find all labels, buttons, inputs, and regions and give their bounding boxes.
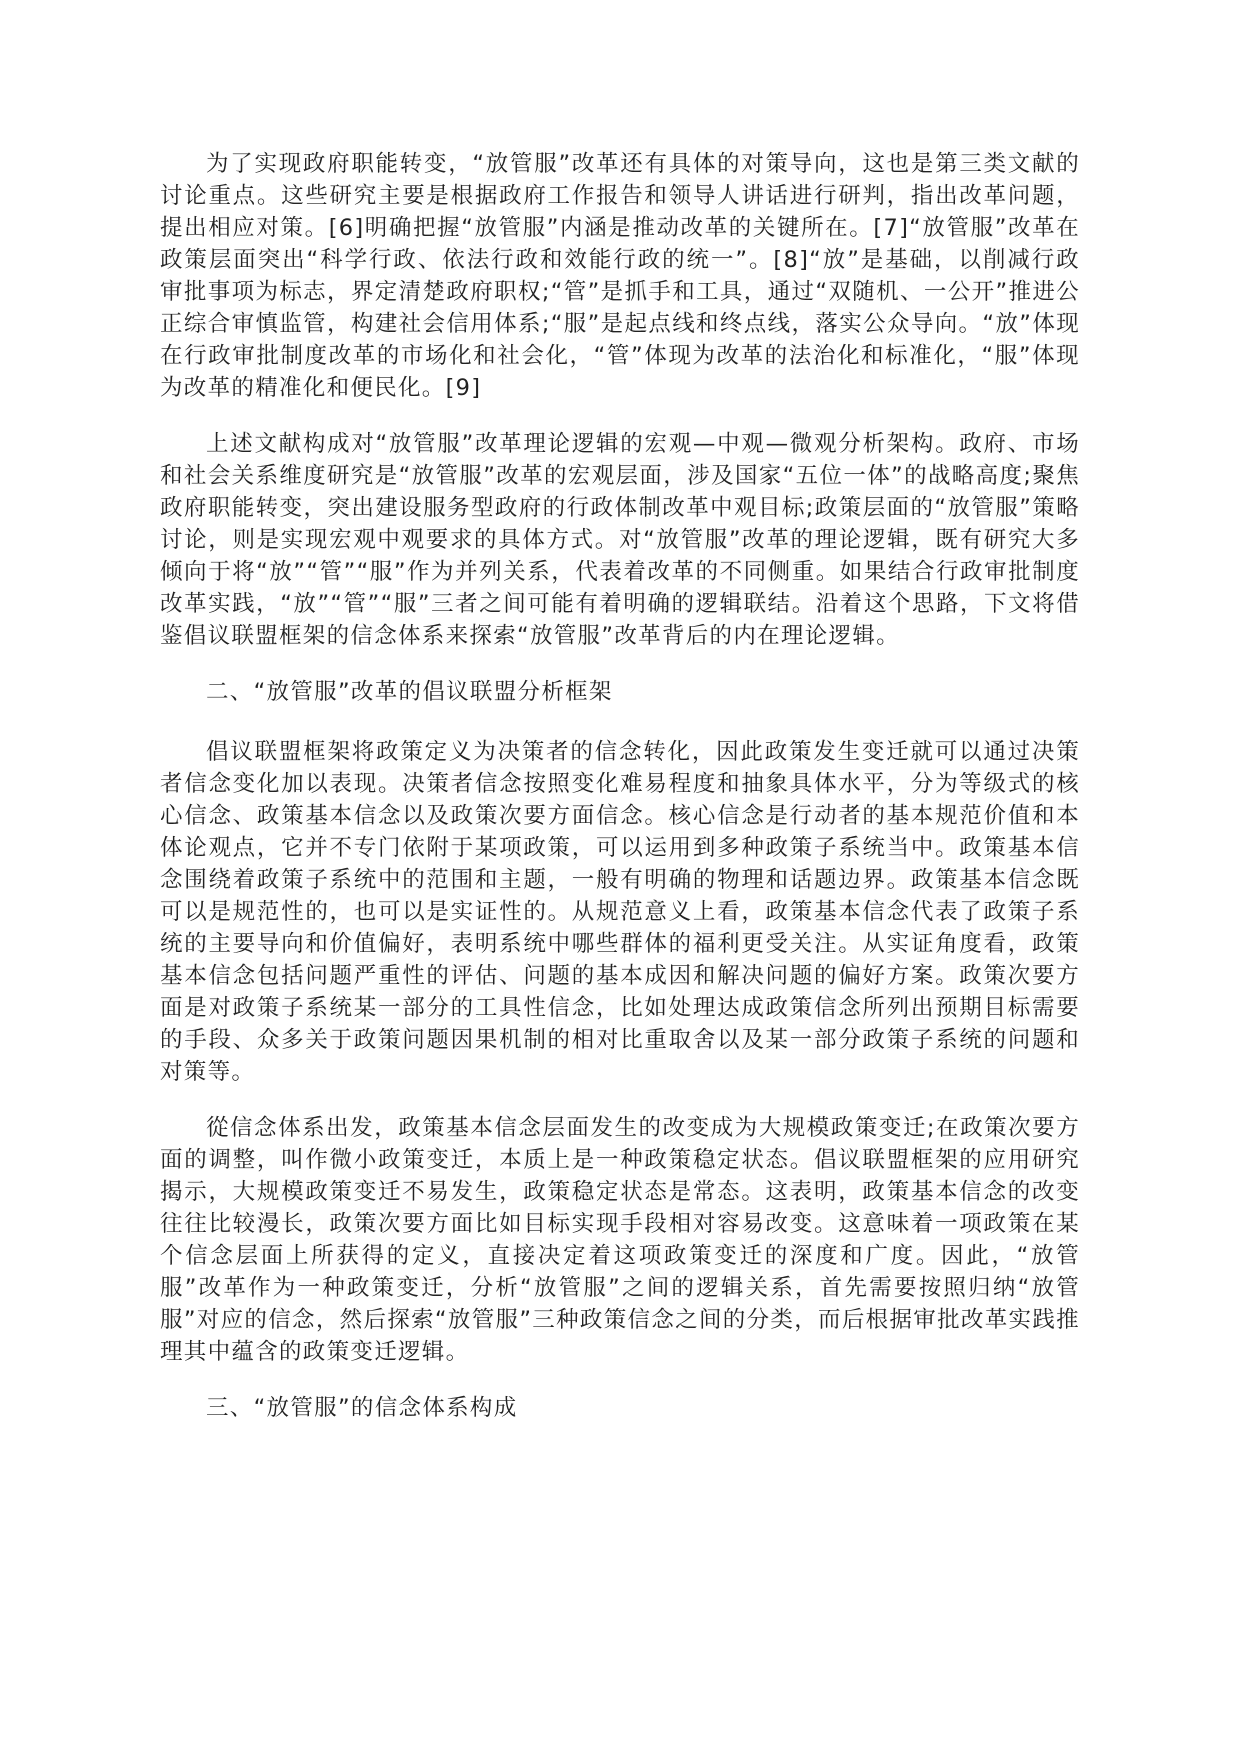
section-heading-3: 三、“放管服”的信念体系构成 bbox=[206, 1395, 518, 1421]
paragraph-policy-orientation: 为了实现政府职能转变，“放管服”改革还有具体的对策导向，这也是第三类文献的讨论重点。这些研究主要是根据政府工作报告和领导人讲话进行研判，指出改革问题，提出相应对策。[6]明确把握“放管服”内涵是推动改革的关键所在。[7]“放管服”改革在政策层面突出“科学行政、依法行政和效能行政的统一”。[8]“放”是基础，以削减行政审批事项为标志，界定清楚政府职权;“管”是抓手和工具，通过“双随机、一公开”推进公正综合审慎监管，构建社会信用体系;“服”是起点线和终点线，落实公众导向。“放”体现在行政审批制度改革的市场化和社会化，“管”体现为改革的法治化和标准化，“服”体现为改革的精准化和便民化。[9] bbox=[160, 151, 1080, 401]
paragraph-advocacy-coalition: 倡议联盟框架将政策定义为决策者的信念转化，因此政策发生变迁就可以通过决策者信念变化加以表现。决策者信念按照变化难易程度和抽象具体水平，分为等级式的核心信念、政策基本信念以及政策次要方面信念。核心信念是行动者的基本规范价值和本体论观点，它并不专门依附于某项政策，可以运用到多种政策子系统当中。政策基本信念围绕着政策子系统中的范围和主题，一般有明确的物理和话题边界。政策基本信念既可以是规范性的，也可以是实证性的。从规范意义上看，政策基本信念代表了政策子系统的主要导向和价值偏好，表明系统中哪些群体的福利更受关注。从实证角度看，政策基本信念包括问题严重性的评估、问题的基本成因和解决问题的偏好方案。政策次要方面是对政策子系统某一部分的工具性信念，比如处理达成政策信念所列出预期目标需要的手段、众多关于政策问题因果机制的相对比重取舍以及某一部分政策子系统的问题和对策等。 bbox=[160, 739, 1080, 1085]
section-heading-2: 二、“放管服”改革的倡议联盟分析框架 bbox=[206, 679, 613, 705]
paragraph-analysis-framework: 上述文献构成对“放管服”改革理论逻辑的宏观—中观—微观分析架构。政府、市场和社会关系维度研究是“放管服”改革的宏观层面，涉及国家“五位一体”的战略高度;聚焦政府职能转变，突出建设服务型政府的行政体制改革中观目标;政策层面的“放管服”策略讨论，则是实现宏观中观要求的具体方式。对“放管服”改革的理论逻辑，既有研究大多倾向于将“放”“管”“服”作为并列关系，代表着改革的不同侧重。如果结合行政审批制度改革实践，“放”“管”“服”三者之间可能有着明确的逻辑联结。沿着这个思路，下文将借鉴倡议联盟框架的信念体系来探索“放管服”改革背后的内在理论逻辑。 bbox=[160, 431, 1080, 649]
paragraph-belief-system: 從信念体系出发，政策基本信念层面发生的改变成为大规模政策变迁;在政策次要方面的调整，叫作微小政策变迁，本质上是一种政策稳定状态。倡议联盟框架的应用研究揭示，大规模政策变迁不易发生，政策稳定状态是常态。这表明，政策基本信念的改变往往比较漫长，政策次要方面比如目标实现手段相对容易改变。这意味着一项政策在某个信念层面上所获得的定义，直接决定着这项政策变迁的深度和广度。因此，“放管服”改革作为一种政策变迁，分析“放管服”之间的逻辑关系，首先需要按照归纳“放管服”对应的信念，然后探索“放管服”三种政策信念之间的分类，而后根据审批改革实践推理其中蕴含的政策变迁逻辑。 bbox=[160, 1115, 1080, 1365]
document-page bbox=[160, 148, 1080, 1452]
